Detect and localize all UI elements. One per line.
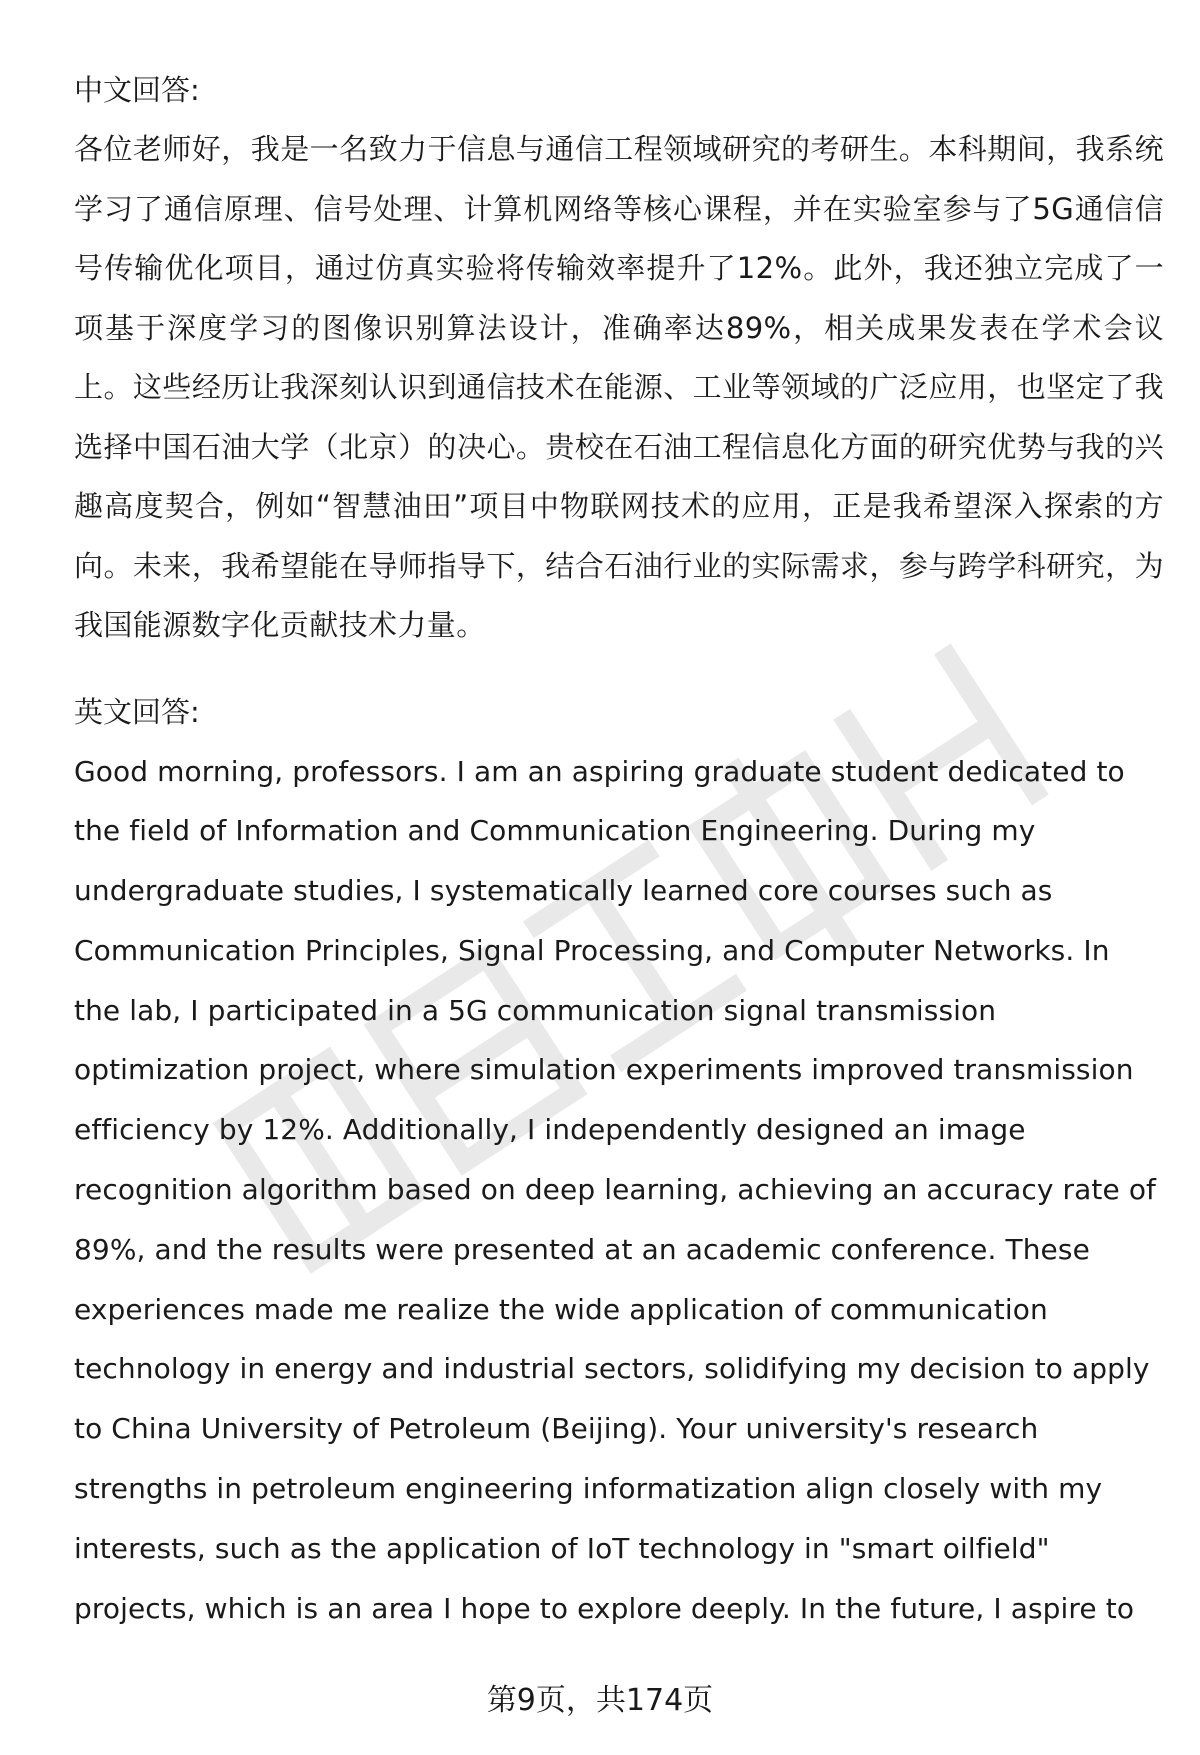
chinese-answer-paragraph: 各位老师好，我是一名致力于信息与通信工程领域研究的考研生。本科期间，我系统学习了通信原理、信号处理、计算机网络等核心课程，并在实验室参与了5G通信信号传输优化项目，通过仿真实验将传输效率提升了12%。此外，我还独立完成了一项基于深度学习的图像识别算法设计，准确率达89%，相关成果发表在学术会议上。这些经历让我深刻认识到通信技术在能源、工业等领域的广泛应用，也坚定了我选择中国石油大学（北京）的决心。贵校在石油工程信息化方面的研究优势与我的兴趣高度契合，例如“智慧油田”项目中物联网技术的应用，正是我希望深入探索的方向。未来，我希望能在导师指导下，结合石油行业的实际需求，参与跨学科研究，为我国能源数字化贡献技术力量。 (74, 132, 1164, 642)
english-answer-label: 英文回答: (74, 694, 200, 729)
english-answer-paragraph: Good morning, professors. I am an aspiring graduate student dedicated to the field of Information and Communication Engineering. During my undergraduate studies, I systematically learned core courses such as Communication Principles, Signal Processing, and Computer Networks. In the lab, I participated in a 5G communication signal transmission optimization project, where simulation experiments improved transmission efficiency by 12%. Additionally, I independently designed an image recognition algorithm based on deep learning, achieving an accuracy rate of 89%, and the results were presented at an academic conference. These experiences made me realize the wide application of communication technology in energy and industrial sectors, solidifying my decision to apply to China University of Petroleum (Beijing). Your university's research strengths in petroleum engineering informatization align closely with my interests, such as the application of IoT technology in "smart oilfield" projects, which is an area I hope to explore deeply. In the future, I aspire to (74, 754, 1157, 1625)
document-content (74, 60, 1164, 1638)
page-number-footer: 第9页，共174页 (486, 1683, 714, 1718)
chinese-answer-label: 中文回答: (74, 73, 200, 107)
